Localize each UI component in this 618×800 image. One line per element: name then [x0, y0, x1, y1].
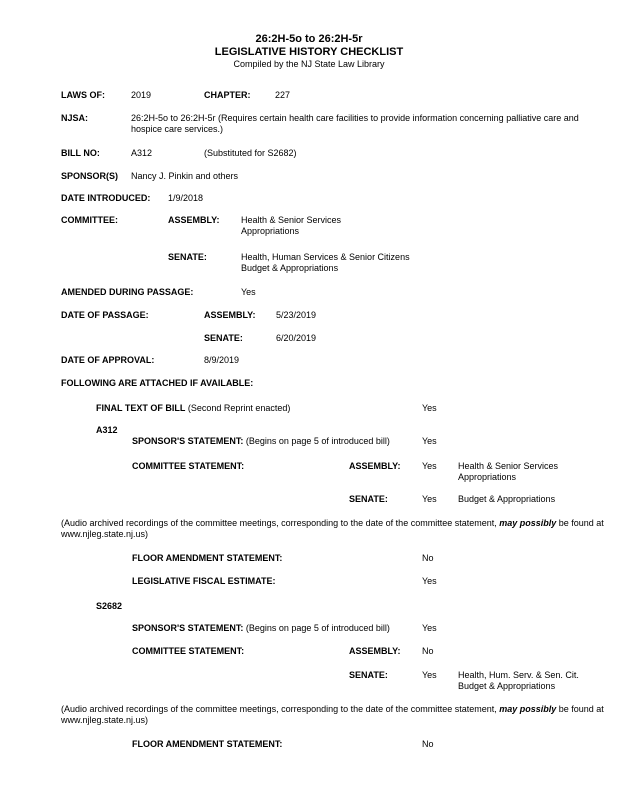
a312-sponsor-row: [132, 436, 390, 447]
s2682-senate-label: SENATE:: [349, 670, 388, 680]
a312-audio-emphasis: may possibly: [499, 518, 557, 528]
s2682-assembly-value: No: [422, 646, 434, 656]
checklist-heading: LEGISLATIVE HISTORY CHECKLIST: [214, 46, 404, 58]
a312-assembly-label: ASSEMBLY:: [349, 461, 401, 471]
amended-label: AMENDED DURING PASSAGE:: [61, 287, 194, 297]
bill-no-label: BILL NO:: [61, 148, 100, 158]
a312-senate-committee: Budget & Appropriations: [458, 494, 556, 504]
njsa-value: 26:2H-5o to 26:2H-5r (Requires certain health care facilities to provide information concerning palliative care and hospice care services.): [131, 113, 579, 134]
sponsor-value: Nancy J. Pinkin and others: [131, 171, 239, 181]
final-text-value: Yes: [422, 403, 437, 413]
date-of-passage-label: DATE OF PASSAGE:: [61, 310, 149, 320]
s2682-senate-value: Yes: [422, 670, 437, 680]
a312-heading: A312: [96, 425, 118, 435]
passage-assembly-label: ASSEMBLY:: [204, 310, 256, 320]
a312-senate-value: Yes: [422, 494, 437, 504]
committee-senate-line1: Health, Human Services & Senior Citizens: [241, 252, 410, 262]
s2682-assembly-label: ASSEMBLY:: [349, 646, 401, 656]
s2682-floor-value: No: [422, 739, 434, 749]
s2682-sponsor-value: Yes: [422, 623, 437, 633]
s2682-committee-label: COMMITTEE STATEMENT:: [132, 646, 245, 656]
final-text-note: (Second Reprint enacted): [185, 403, 291, 413]
s2682-sponsor-label: SPONSOR'S STATEMENT:: [132, 623, 244, 633]
a312-assembly-value: Yes: [422, 461, 437, 471]
passage-senate-value: 6/20/2019: [276, 333, 317, 343]
njsa-label: NJSA:: [61, 113, 89, 123]
s2682-audio-link-text: be found at www.njleg.state.nj.us): [61, 704, 604, 725]
a312-sponsor-note: (Begins on page 5 of introduced bill): [243, 436, 390, 446]
sponsor-label: SPONSOR(S): [61, 171, 119, 181]
chapter-label: CHAPTER:: [204, 90, 251, 100]
s2682-floor-label: FLOOR AMENDMENT STATEMENT:: [132, 739, 283, 749]
date-introduced-value: 1/9/2018: [168, 193, 204, 203]
a312-assembly-committee2: Appropriations: [458, 472, 517, 482]
attachments-heading: FOLLOWING ARE ATTACHED IF AVAILABLE:: [61, 378, 254, 388]
a312-floor-value: No: [422, 553, 434, 563]
bill-no-value: A312: [131, 148, 153, 158]
committee-assembly-label: ASSEMBLY:: [168, 215, 220, 225]
committee-senate-label: SENATE:: [168, 252, 207, 262]
laws-of-label: LAWS OF:: [61, 90, 105, 100]
passage-assembly-value: 5/23/2019: [276, 310, 317, 320]
a312-sponsor-label: SPONSOR'S STATEMENT:: [132, 436, 244, 446]
committee-senate-line2: Budget & Appropriations: [241, 263, 339, 273]
compiled-by: Compiled by the NJ State Law Library: [233, 59, 385, 69]
a312-assembly-committee1: Health & Senior Services: [458, 461, 559, 471]
a312-audio-link-text: be found at www.njleg.state.nj.us): [61, 518, 604, 539]
s2682-sponsor-note: (Begins on page 5 of introduced bill): [243, 623, 390, 633]
date-of-approval-value: 8/9/2019: [204, 355, 240, 365]
a312-audio-note: [61, 518, 611, 540]
s2682-audio-text: (Audio archived recordings of the committee meetings, corresponding to the date of the committee statement,: [61, 704, 500, 714]
committee-label: COMMITTEE:: [61, 215, 118, 225]
date-introduced-label: DATE INTRODUCED:: [61, 193, 151, 203]
final-text-label: FINAL TEXT OF BILL: [96, 403, 186, 413]
chapter-value: 227: [275, 90, 291, 100]
final-text-row: [96, 403, 290, 414]
bill-no-note: (Substituted for S2682): [204, 148, 297, 158]
a312-sponsor-value: Yes: [422, 436, 437, 446]
s2682-heading: S2682: [96, 601, 123, 611]
s2682-sponsor-row: [132, 623, 390, 634]
date-of-approval-label: DATE OF APPROVAL:: [61, 355, 155, 365]
s2682-senate-committee2: Budget & Appropriations: [458, 681, 556, 691]
a312-senate-label: SENATE:: [349, 494, 388, 504]
a312-fiscal-value: Yes: [422, 576, 437, 586]
a312-committee-label: COMMITTEE STATEMENT:: [132, 461, 245, 471]
passage-senate-label: SENATE:: [204, 333, 243, 343]
a312-audio-text: (Audio archived recordings of the committee meetings, corresponding to the date of the committee statement,: [61, 518, 500, 528]
s2682-audio-note: [61, 704, 611, 726]
amended-value: Yes: [241, 287, 256, 297]
page-title: 26:2H-5o to 26:2H-5r: [255, 33, 363, 45]
committee-assembly-line2: Appropriations: [241, 226, 300, 236]
a312-fiscal-label: LEGISLATIVE FISCAL ESTIMATE:: [132, 576, 276, 586]
s2682-audio-emphasis: may possibly: [499, 704, 557, 714]
s2682-senate-committee1: Health, Hum. Serv. & Sen. Cit.: [458, 670, 579, 680]
laws-of-value: 2019: [131, 90, 152, 100]
committee-assembly-line1: Health & Senior Services: [241, 215, 342, 225]
a312-floor-label: FLOOR AMENDMENT STATEMENT:: [132, 553, 283, 563]
